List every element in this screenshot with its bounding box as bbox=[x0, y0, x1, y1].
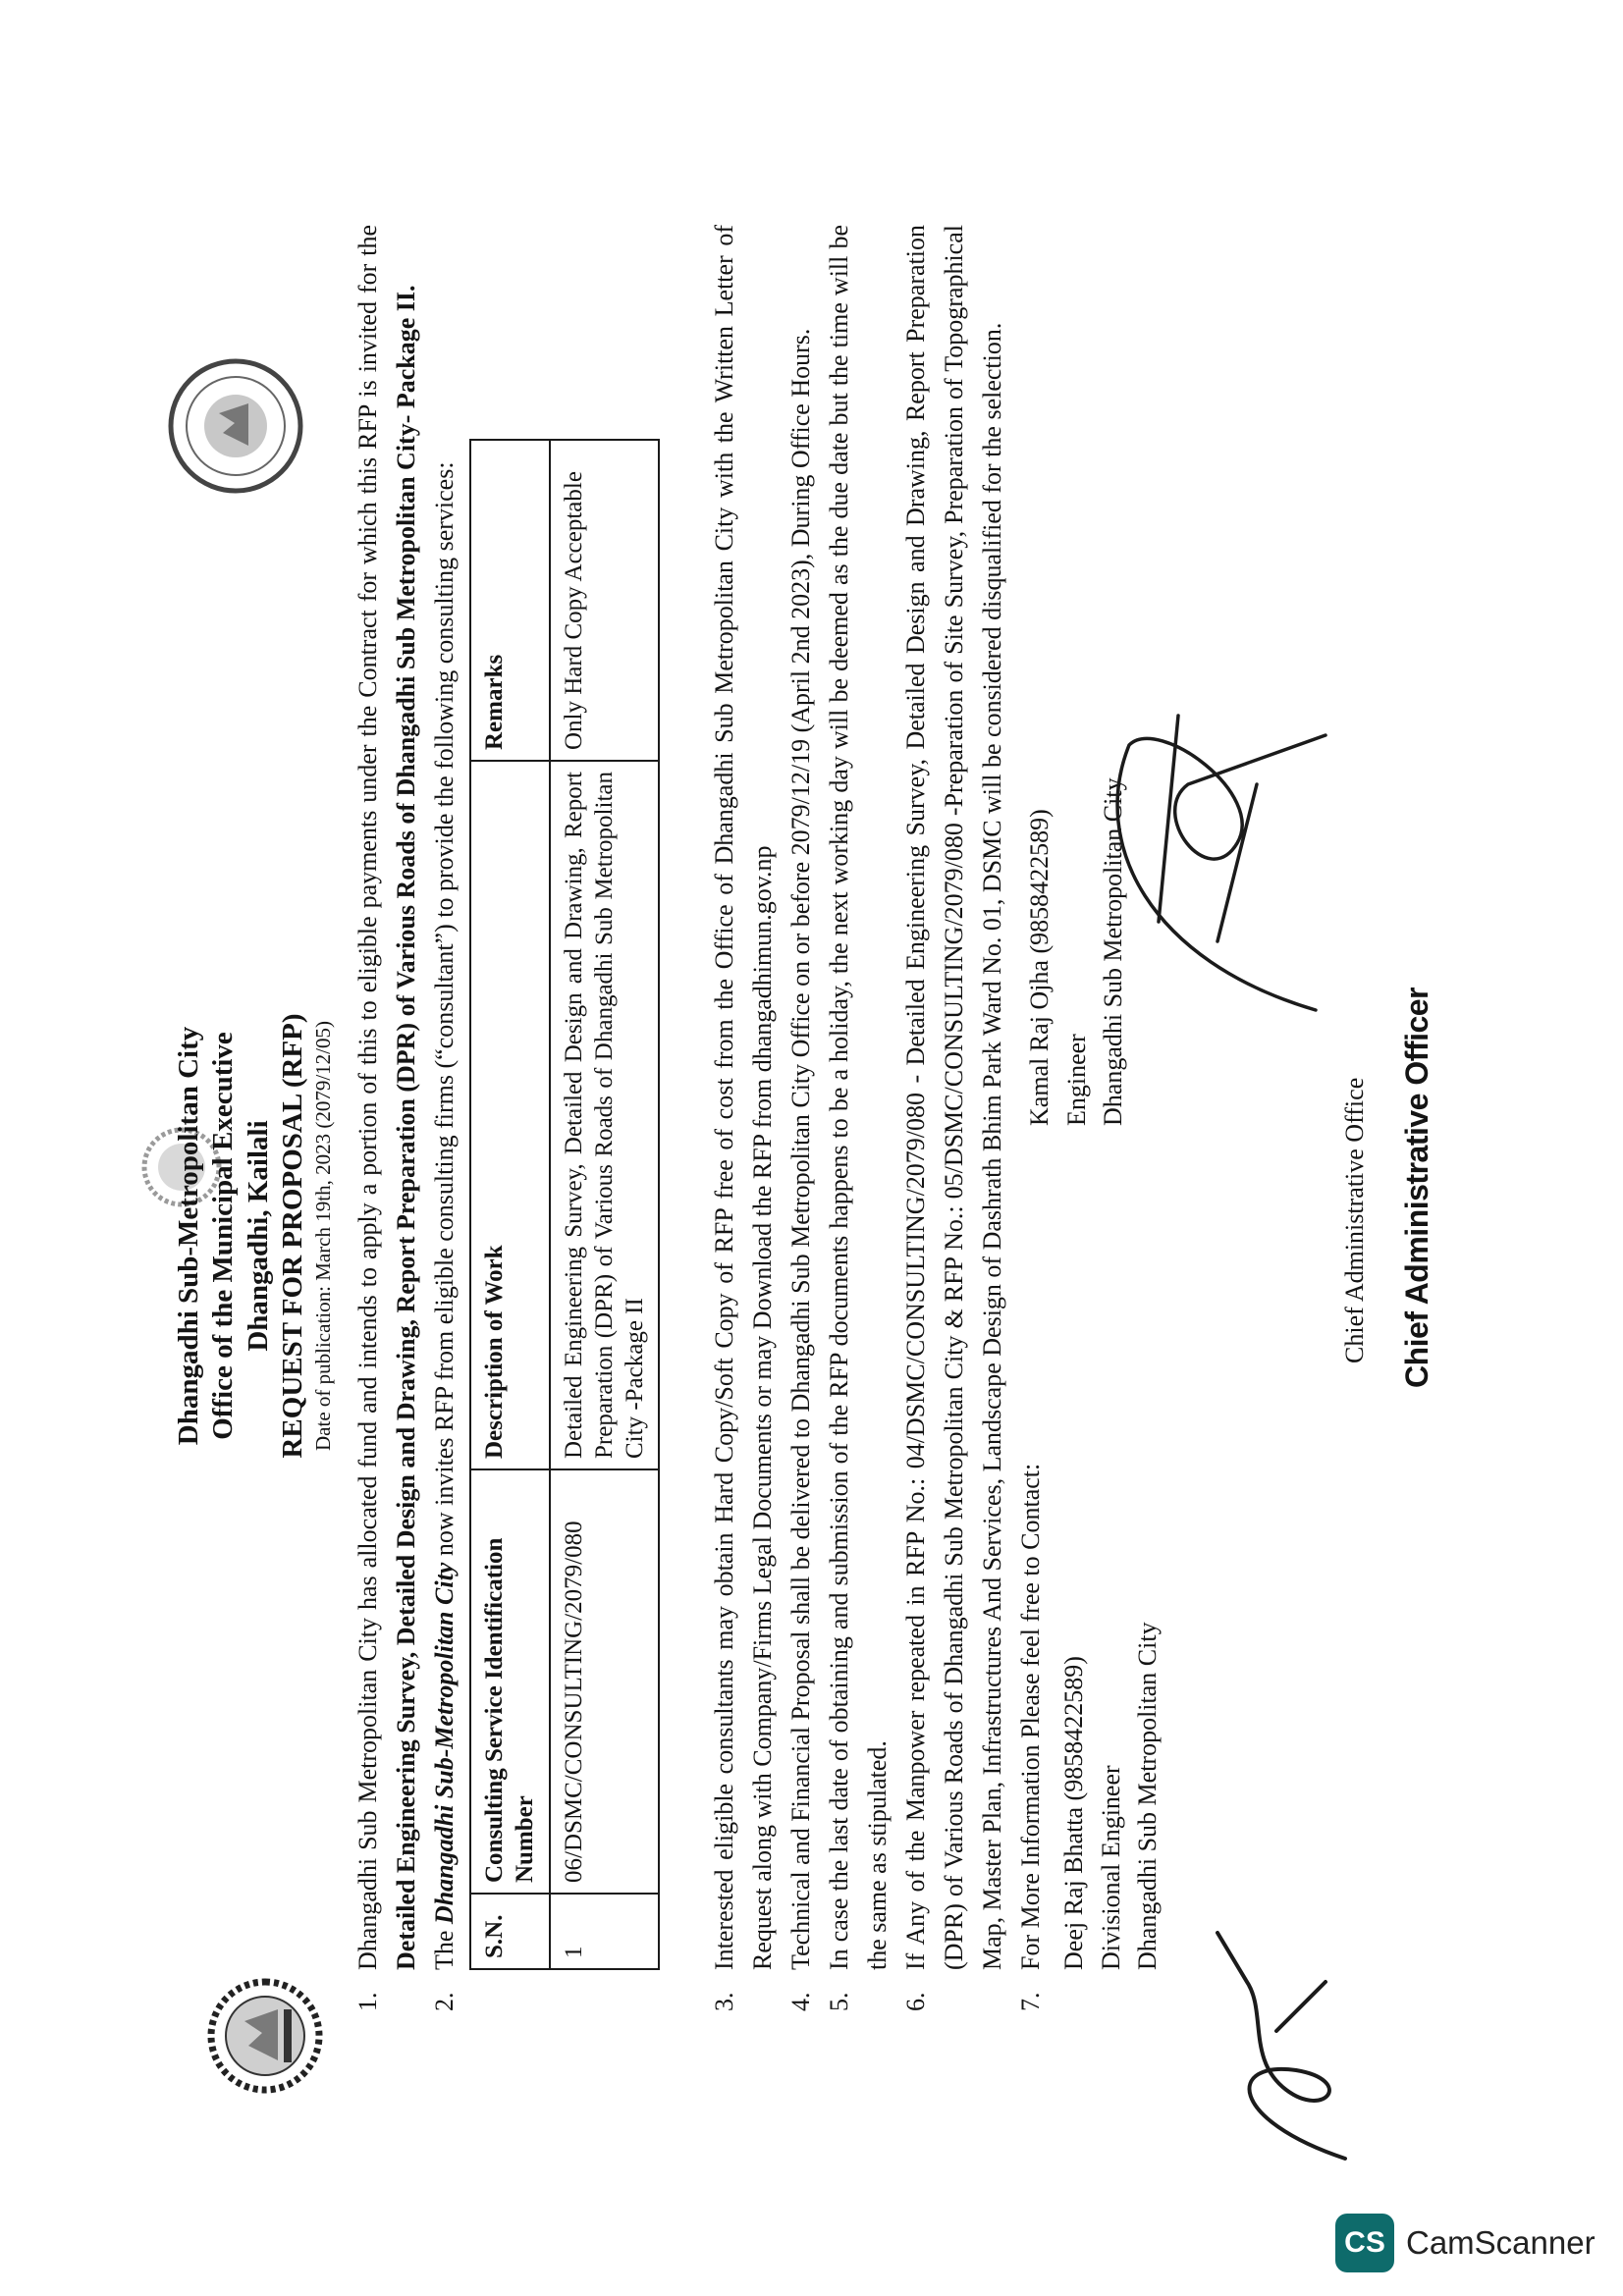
header-notice-title: REQUEST FOR PROPOSAL (RFP) bbox=[277, 1013, 309, 1459]
item-number: 7. bbox=[1016, 1992, 1046, 2011]
item-text bbox=[349, 225, 425, 1970]
item-text: In case the last date of obtaining and submission of the RFP documents happens to be a holiday, the next working day will be deemed as the due date but the time will be the same as stipulated. bbox=[825, 225, 893, 1970]
notice-body bbox=[349, 225, 1050, 2011]
column-header: Description of Work bbox=[470, 761, 550, 1469]
header-publication-date: Date of publication: March 19th, 2023 (2079/12/05) bbox=[310, 1021, 335, 1451]
table-cell: 06/DSMC/CONSULTING/2079/080 bbox=[550, 1469, 660, 1894]
table-header-row bbox=[470, 440, 550, 1969]
contact-org: Dhangadhi Sub Metropolitan City bbox=[1133, 1622, 1163, 1970]
header-office-name: Office of the Municipal Executive bbox=[207, 1032, 240, 1440]
nepal-emblem-icon bbox=[201, 1972, 329, 2100]
column-header: S.N. bbox=[470, 1894, 550, 1969]
notice-header bbox=[172, 598, 336, 1874]
item-text: Interested eligible consultants may obtain Hard Copy/Soft Copy of RFP free of cost from the Office of Dhangadhi Sub Metropolitan City with the Written Letter of Request along with Company/Firms Legal Documents or may Download the RFP from dhangadhimun.gov.np bbox=[710, 225, 778, 1970]
item-text-part: The bbox=[430, 1924, 459, 1970]
contact-name: Deej Raj Bhatta (9858422589) bbox=[1059, 1656, 1088, 1970]
contact-block bbox=[1055, 1622, 1166, 1970]
item-number: 3. bbox=[710, 1992, 739, 2011]
camscanner-brand: CamScanner bbox=[1406, 2224, 1596, 2261]
item-text-part: Dhangadhi Sub Metropolitan City has allocated fund and intends to apply a portion of this to eligible payments under the Contract for which this RFP is invited for the bbox=[353, 225, 382, 1970]
table-cell: Detailed Engineering Survey, Detailed Design and Drawing, Report Preparation (DPR) of Various Roads of Dhangadhi Sub Metropolitan City -Package II bbox=[550, 761, 660, 1469]
item-number: 4. bbox=[786, 1992, 816, 2011]
item-number: 2. bbox=[430, 1992, 459, 2011]
item-text: For More Information Please feel free to Contact: bbox=[1016, 1463, 1046, 1970]
signature-right-icon bbox=[1070, 706, 1345, 1040]
list-item bbox=[349, 225, 425, 2011]
item-text-part: now invites RFP from eligible consulting firms (“consultant”) to provide the following consulting services: bbox=[430, 461, 459, 1563]
table-cell: Only Hard Copy Acceptable bbox=[550, 440, 660, 761]
column-header: Consulting Service Identification Number bbox=[470, 1469, 550, 1894]
camscanner-logo-icon: CS bbox=[1335, 2214, 1394, 2272]
table-row bbox=[550, 440, 660, 1969]
contact-role: Engineer bbox=[1061, 1034, 1091, 1126]
table-cell: 1 bbox=[550, 1894, 660, 1969]
header-location: Dhangadhi, Kailali bbox=[242, 1120, 274, 1352]
services-table bbox=[469, 439, 660, 1970]
signature-left-icon bbox=[1208, 1913, 1375, 2178]
header-city-name: Dhangadhi Sub-Metropolitan City bbox=[173, 1026, 204, 1446]
item-number: 1. bbox=[353, 1992, 382, 2011]
item-text bbox=[425, 225, 463, 1970]
item-text: Technical and Financial Proposal shall be delivered to Dhangadhi Sub Metropolitan City Office on or before 2079/12/19 (April 2nd 2023), During Office Hours. bbox=[786, 328, 816, 1970]
signatory-title: Chief Administrative Office bbox=[1340, 1077, 1369, 1363]
camscanner-watermark bbox=[1335, 2214, 1596, 2272]
list-item bbox=[896, 225, 1011, 2011]
office-stamp-icon bbox=[162, 352, 309, 500]
item-number: 5. bbox=[825, 1992, 854, 2011]
list-item bbox=[820, 225, 896, 2011]
item-text-emphasis: Dhangadhi Sub-Metropolitan City bbox=[430, 1562, 459, 1925]
item-text-bold: Detailed Engineering Survey, Detailed Design and Drawing, Report Preparation (DPR) of Various Roads of Dhangadhi Sub Metropolitan City- Package II. bbox=[392, 285, 420, 1970]
contact-org: Dhangadhi Sub Metropolitan City bbox=[1099, 777, 1128, 1126]
list-item bbox=[705, 225, 782, 2011]
column-header: Remarks bbox=[470, 440, 550, 761]
item-text: If Any of the Manpower repeated in RFP No.: 04/DSMC/CONSULTING/2079/080 - Detailed Engineering Survey, Detailed Design and Drawing, Report Preparation (DPR) of Various Roads of Dhangadhi Sub Metropolitan City & RFP No.: 05/DSMC/CONSULTING/2079/080 -Preparation of Site Survey, Preparation of Topographical Map, Master Plan, Infrastructures And Services, Landscape Design of Dashrath Bhim Park Ward No. 01, DSMC will be considered disqualified for the selection. bbox=[901, 225, 1007, 1970]
item-number: 6. bbox=[901, 1992, 931, 2011]
signatory-stamp: Chief Administrative Officer bbox=[1399, 987, 1434, 1388]
list-item bbox=[782, 225, 820, 2011]
contact-name: Kamal Raj Ojha (9858422589) bbox=[1025, 809, 1054, 1126]
contact-role: Divisional Engineer bbox=[1096, 1765, 1125, 1970]
list-item bbox=[425, 225, 463, 2011]
